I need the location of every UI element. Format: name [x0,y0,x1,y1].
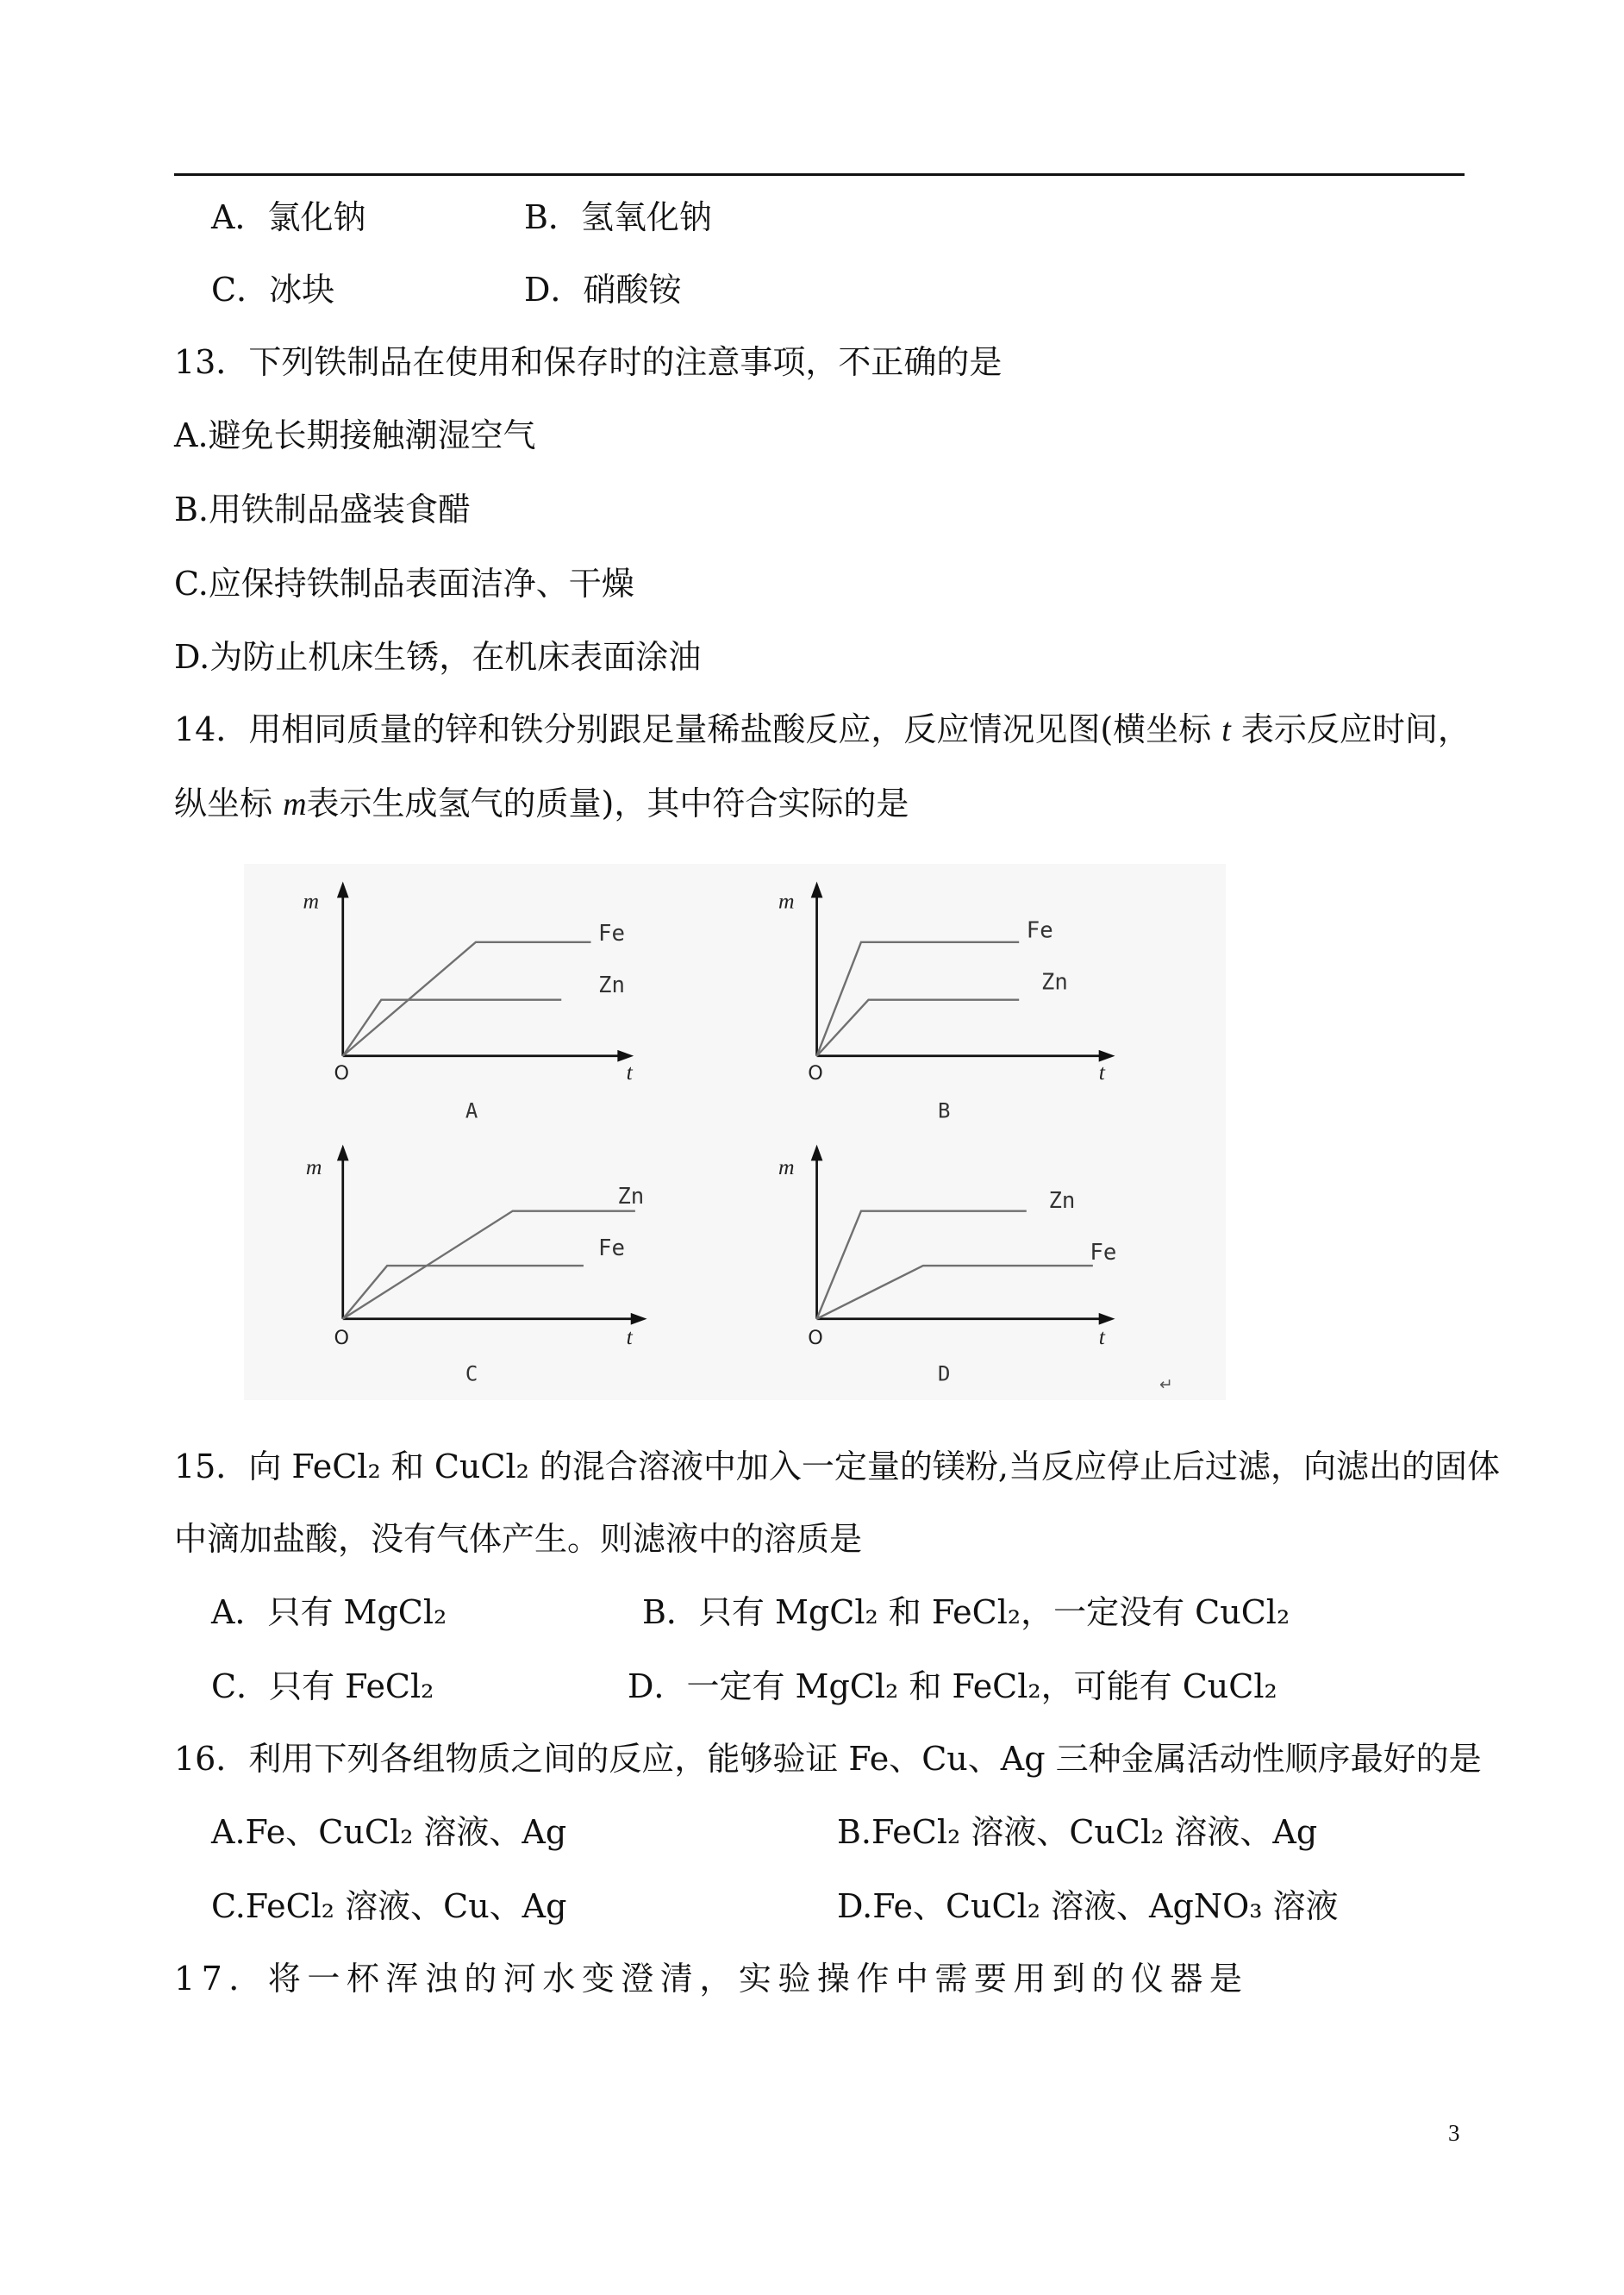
q12-option-c: C．冰块 [211,271,335,309]
panel-caption: B [938,1098,951,1123]
q12-option-b: B．氢氧化钠 [524,198,712,236]
q16-option-b: B.FeCl₂ 溶液、CuCl₂ 溶液、Ag [837,1813,1318,1851]
q13-option-c: C.应保持铁制品表面洁净、干燥 [174,565,634,603]
panel-caption: C [465,1361,478,1386]
q14-line1-after: 表示反应时间， [1230,710,1471,748]
q13-option-a: A.避免长期接触潮湿空气 [174,416,536,454]
upper-series-label: Fe [598,921,625,947]
q14-line2-before: 纵坐标 [174,785,284,822]
y-axis-label: m [303,888,320,914]
q14-var-t: t [1221,712,1231,748]
panel-caption: A [465,1098,478,1123]
origin-label: O [334,1326,350,1349]
q12-option-a: A．氯化钠 [211,198,366,236]
q15-option-d: D．一定有 MgCl₂ 和 FeCl₂，可能有 CuCl₂ [628,1667,1277,1705]
q15-option-b: B．只有 MgCl₂ 和 FeCl₂，一定没有 CuCl₂ [642,1593,1290,1631]
lower-series-label: Fe [598,1235,625,1262]
origin-label: O [808,1326,823,1349]
q14-figure [244,864,1226,1400]
q15-option-a: A．只有 MgCl₂ [211,1593,447,1631]
x-axis-label: t [626,1323,633,1349]
q13-option-b: B.用铁制品盛装食醋 [174,491,472,528]
lower-series-label: Zn [1040,969,1068,996]
q14-line1-before: 14．用相同质量的锌和铁分别跟足量稀盐酸反应，反应情况见图(横坐标 [174,710,1222,748]
panel-caption: D [938,1361,951,1386]
origin-label: O [334,1062,350,1085]
q16-option-a: A.Fe、CuCl₂ 溶液、Ag [211,1813,567,1851]
y-axis-label: m [778,888,795,914]
q14-var-m: m [283,786,307,822]
x-axis-label: t [626,1060,633,1085]
q16-stem: 16．利用下列各组物质之间的反应，能够验证 Fe、Cu、Ag 三种金属活动性顺序最好的是 [174,1740,1482,1778]
q16-option-d: D.Fe、CuCl₂ 溶液、AgNO₃ 溶液 [837,1887,1339,1925]
return-mark-icon: ↵ [1159,1376,1173,1395]
q13-stem: 13．下列铁制品在使用和保存时的注意事项，不正确的是 [174,343,1003,381]
q13-option-d: D.为防止机床生锈，在机床表面涂油 [174,638,702,676]
q14-stem-line1 [174,708,1471,751]
q16-option-c: C.FeCl₂ 溶液、Cu、Ag [211,1887,567,1925]
y-axis-label: m [778,1154,795,1179]
q12-option-d: D．硝酸铵 [524,271,682,309]
q14-line2-after: 表示生成氢气的质量)，其中符合实际的是 [306,785,909,822]
x-axis-label: t [1098,1323,1105,1349]
lower-series-label: Zn [598,972,625,999]
page-number: 3 [1448,2120,1460,2146]
lower-series-label: Fe [1090,1240,1117,1266]
y-axis-label: m [305,1154,322,1179]
q14-stem-line2 [174,782,909,825]
x-axis-label: t [1098,1060,1105,1085]
header-rule [174,173,1465,176]
q15-stem-line1: 15．向 FeCl₂ 和 CuCl₂ 的混合溶液中加入一定量的镁粉,当反应停止后过滤，向滤出的固体 [174,1448,1501,1485]
origin-label: O [808,1062,823,1085]
upper-series-label: Zn [617,1184,645,1210]
upper-series-label: Zn [1048,1188,1076,1215]
q17-stem: 17．将一杯浑浊的河水变澄清，实验操作中需要用到的仪器是 [174,1960,1249,1998]
upper-series-label: Fe [1026,917,1053,944]
q15-stem-line2: 中滴加盐酸，没有气体产生。则滤液中的溶质是 [174,1520,863,1558]
q15-option-c: C．只有 FeCl₂ [211,1667,434,1705]
